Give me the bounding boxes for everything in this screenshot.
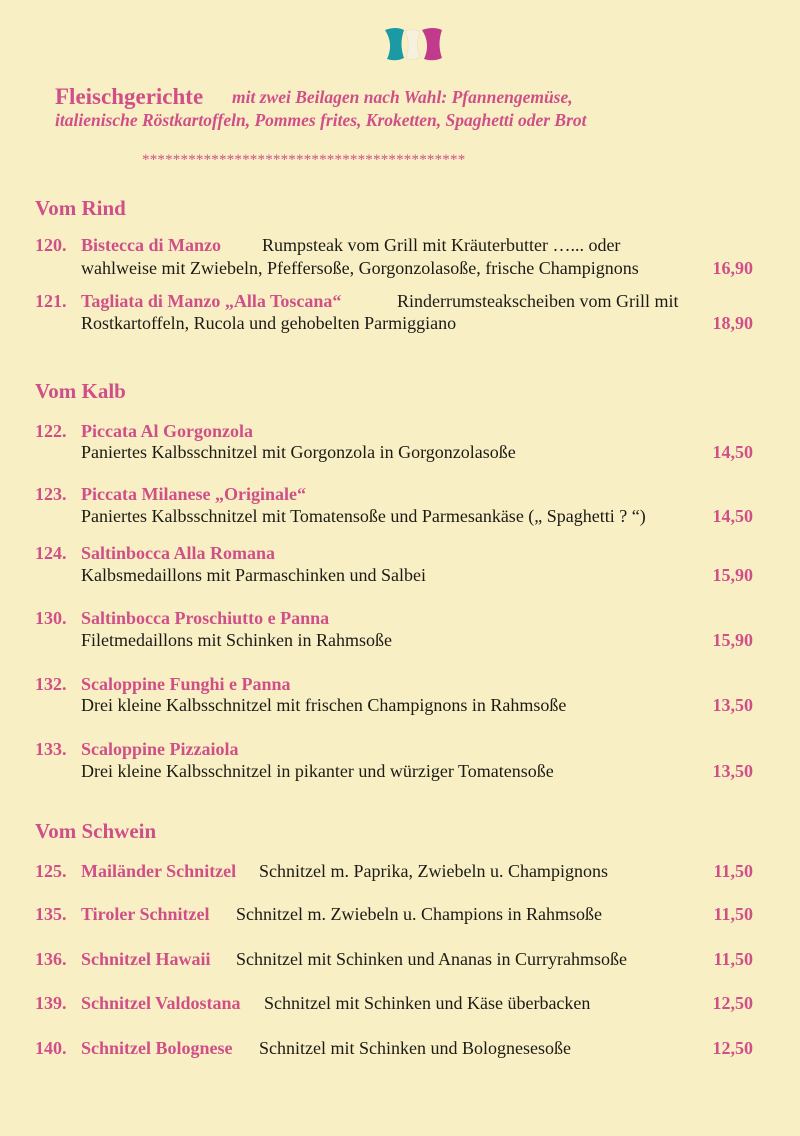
item-description: Rinderrumsteakscheiben vom Grill mit [397, 291, 679, 311]
item-price: 12,50 [712, 993, 753, 1013]
side-dishes-line-1: mit zwei Beilagen nach Wahl: Pfannengemüse, [232, 87, 573, 107]
item-number: 130. [35, 608, 67, 628]
item-description: Schnitzel mit Schinken und Bolognesesoße [259, 1038, 571, 1058]
item-number: 133. [35, 739, 67, 759]
item-name: Piccata Milanese „Originale“ [81, 484, 306, 504]
item-price: 13,50 [712, 695, 753, 715]
item-description: Paniertes Kalbsschnitzel mit Gorgonzola in Gorgonzolasoße [81, 442, 516, 462]
item-name: Tagliata di Manzo „Alla Toscana“ [81, 291, 342, 311]
item-price: 14,50 [712, 442, 753, 462]
item-price: 15,90 [712, 630, 753, 650]
item-number: 135. [35, 904, 67, 924]
flag-white-stripe [405, 30, 420, 60]
item-number: 125. [35, 861, 67, 881]
flag-red-stripe [422, 28, 442, 60]
item-description-cont: Rostkartoffeln, Rucola und gehobelten Parmiggiano [81, 313, 457, 333]
item-name: Schnitzel Bolognese [81, 1038, 233, 1058]
item-name: Schnitzel Hawaii [81, 949, 211, 969]
item-price: 11,50 [713, 904, 753, 924]
item-price: 18,90 [712, 313, 753, 333]
item-price: 11,50 [713, 949, 753, 969]
item-name: Saltinbocca Alla Romana [81, 543, 276, 563]
item-price: 12,50 [712, 1038, 753, 1058]
item-description: Paniertes Kalbsschnitzel mit Tomatensoße und Parmesankäse („ Spaghetti ? “) [81, 506, 646, 526]
star-divider: ****************************************** [142, 152, 466, 168]
item-description: Schnitzel mit Schinken und Käse überbacken [264, 993, 591, 1013]
item-name: Saltinbocca Proschiutto e Panna [81, 608, 330, 628]
item-name: Schnitzel Valdostana [81, 993, 241, 1013]
item-name: Scaloppine Pizzaiola [81, 739, 239, 759]
item-number: 132. [35, 674, 67, 694]
item-description: Drei kleine Kalbsschnitzel mit frischen Champignons in Rahmsoße [81, 695, 567, 715]
item-name: Mailänder Schnitzel [81, 861, 237, 881]
side-dishes-line-2: italienische Röstkartoffeln, Pommes frites, Kroketten, Spaghetti oder Brot [55, 110, 587, 130]
flag-green-stripe [385, 28, 404, 60]
item-number: 123. [35, 484, 67, 504]
item-description: Kalbsmedaillons mit Parmaschinken und Salbei [81, 565, 426, 585]
item-price: 14,50 [712, 506, 753, 526]
item-number: 121. [35, 291, 67, 311]
item-description: Rumpsteak vom Grill mit Kräuterbutter …... oder [262, 235, 621, 255]
item-price: 13,50 [712, 761, 753, 781]
item-number: 140. [35, 1038, 67, 1058]
item-number: 120. [35, 235, 67, 255]
section-title-rind: Vom Rind [35, 196, 126, 220]
item-name: Scaloppine Funghi e Panna [81, 674, 291, 694]
item-description: Schnitzel mit Schinken und Ananas in Curryrahmsoße [236, 949, 627, 969]
italian-flag-icon [380, 24, 450, 64]
item-number: 139. [35, 993, 67, 1013]
item-number: 136. [35, 949, 67, 969]
item-description: Schnitzel m. Zwiebeln u. Champions in Rahmsoße [236, 904, 602, 924]
item-price: 11,50 [713, 861, 753, 881]
section-title-kalb: Vom Kalb [35, 379, 126, 403]
item-name: Bistecca di Manzo [81, 235, 221, 255]
item-number: 124. [35, 543, 67, 563]
item-price: 15,90 [712, 565, 753, 585]
page-title: Fleischgerichte [55, 84, 204, 109]
item-name: Tiroler Schnitzel [81, 904, 210, 924]
item-description: Drei kleine Kalbsschnitzel in pikanter und würziger Tomatensoße [81, 761, 554, 781]
item-number: 122. [35, 421, 67, 441]
item-name: Piccata Al Gorgonzola [81, 421, 253, 441]
section-title-schwein: Vom Schwein [35, 819, 157, 843]
item-description: Schnitzel m. Paprika, Zwiebeln u. Champignons [259, 861, 608, 881]
item-price: 16,90 [712, 258, 753, 278]
item-description: Filetmedaillons mit Schinken in Rahmsoße [81, 630, 392, 650]
item-description-cont: wahlweise mit Zwiebeln, Pfeffersoße, Gorgonzolasoße, frische Champignons [81, 258, 639, 278]
